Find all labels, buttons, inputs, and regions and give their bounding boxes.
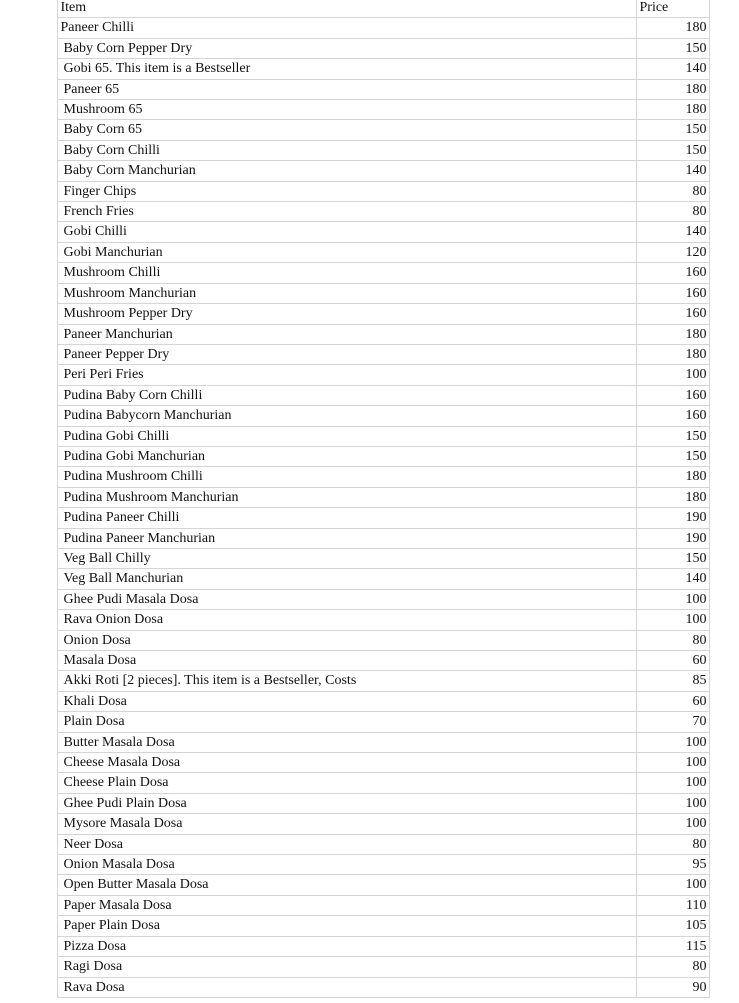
price-cell: 80 xyxy=(636,957,709,977)
price-cell: 100 xyxy=(636,732,709,752)
table-row xyxy=(0,283,739,303)
table-row xyxy=(0,38,739,58)
table-row xyxy=(0,548,739,568)
price-cell: 100 xyxy=(636,814,709,834)
table-row xyxy=(0,753,739,773)
table-row xyxy=(0,528,739,548)
table-row xyxy=(0,467,739,487)
price-cell: 160 xyxy=(636,406,709,426)
price-cell: 160 xyxy=(636,385,709,405)
item-cell: Paper Plain Dosa xyxy=(57,916,636,936)
price-cell: 150 xyxy=(636,140,709,160)
price-cell: 100 xyxy=(636,589,709,609)
table-row xyxy=(0,18,739,38)
table-row xyxy=(0,569,739,589)
price-cell: 140 xyxy=(636,59,709,79)
header-item: Item xyxy=(57,0,636,18)
table-row xyxy=(0,161,739,181)
price-cell: 100 xyxy=(636,773,709,793)
item-cell: Plain Dosa xyxy=(57,712,636,732)
header-row xyxy=(0,0,739,18)
item-cell: Veg Ball Chilly xyxy=(57,548,636,568)
item-cell: Mysore Masala Dosa xyxy=(57,814,636,834)
price-cell: 180 xyxy=(636,18,709,38)
table-row xyxy=(0,671,739,691)
item-cell: Mushroom Chilli xyxy=(57,263,636,283)
price-cell: 160 xyxy=(636,263,709,283)
item-cell: Pudina Paneer Manchurian xyxy=(57,528,636,548)
item-cell: Paneer Pepper Dry xyxy=(57,344,636,364)
table-row xyxy=(0,630,739,650)
item-cell: Baby Corn Chilli xyxy=(57,140,636,160)
price-cell: 100 xyxy=(636,753,709,773)
item-cell: Akki Roti [2 pieces]. This item is a Bestseller, Costs xyxy=(57,671,636,691)
price-cell: 70 xyxy=(636,712,709,732)
price-cell: 180 xyxy=(636,344,709,364)
item-cell: Rava Dosa xyxy=(57,977,636,997)
item-cell: Pudina Babycorn Manchurian xyxy=(57,406,636,426)
table-row xyxy=(0,59,739,79)
table-row xyxy=(0,773,739,793)
table-row xyxy=(0,324,739,344)
item-cell: Pudina Gobi Manchurian xyxy=(57,446,636,466)
item-cell: Pudina Paneer Chilli xyxy=(57,508,636,528)
price-cell: 120 xyxy=(636,242,709,262)
table-row xyxy=(0,120,739,140)
item-cell: Pizza Dosa xyxy=(57,936,636,956)
item-cell: Paneer Chilli xyxy=(57,18,636,38)
table-row xyxy=(0,426,739,446)
price-cell: 150 xyxy=(636,446,709,466)
price-cell: 180 xyxy=(636,100,709,120)
table-row xyxy=(0,589,739,609)
price-cell: 140 xyxy=(636,569,709,589)
item-cell: Open Butter Masala Dosa xyxy=(57,875,636,895)
item-cell: Ghee Pudi Masala Dosa xyxy=(57,589,636,609)
item-cell: Masala Dosa xyxy=(57,651,636,671)
price-cell: 95 xyxy=(636,855,709,875)
table-row xyxy=(0,222,739,242)
item-cell: Gobi Manchurian xyxy=(57,242,636,262)
table-row xyxy=(0,916,739,936)
table-row xyxy=(0,446,739,466)
price-cell: 190 xyxy=(636,508,709,528)
table-row xyxy=(0,344,739,364)
price-cell: 115 xyxy=(636,936,709,956)
table-row xyxy=(0,508,739,528)
item-cell: Mushroom Pepper Dry xyxy=(57,304,636,324)
table-row xyxy=(0,977,739,997)
price-cell: 110 xyxy=(636,895,709,915)
item-cell: Mushroom Manchurian xyxy=(57,283,636,303)
table-row xyxy=(0,263,739,283)
item-cell: Mushroom 65 xyxy=(57,100,636,120)
item-cell: Paneer Manchurian xyxy=(57,324,636,344)
item-cell: Neer Dosa xyxy=(57,834,636,854)
price-cell: 90 xyxy=(636,977,709,997)
price-cell: 80 xyxy=(636,181,709,201)
item-cell: Paneer 65 xyxy=(57,79,636,99)
price-cell: 100 xyxy=(636,610,709,630)
table-row xyxy=(0,651,739,671)
price-cell: 150 xyxy=(636,120,709,140)
price-cell: 100 xyxy=(636,365,709,385)
table-row xyxy=(0,487,739,507)
table-row xyxy=(0,181,739,201)
price-cell: 160 xyxy=(636,304,709,324)
price-cell: 60 xyxy=(636,691,709,711)
table-row xyxy=(0,814,739,834)
item-cell: Pudina Gobi Chilli xyxy=(57,426,636,446)
item-cell: Khali Dosa xyxy=(57,691,636,711)
price-cell: 60 xyxy=(636,651,709,671)
price-cell: 105 xyxy=(636,916,709,936)
item-cell: Rava Onion Dosa xyxy=(57,610,636,630)
item-cell: Onion Dosa xyxy=(57,630,636,650)
item-cell: French Fries xyxy=(57,202,636,222)
table-row xyxy=(0,793,739,813)
item-cell: Baby Corn Pepper Dry xyxy=(57,38,636,58)
item-cell: Pudina Baby Corn Chilli xyxy=(57,385,636,405)
table-row xyxy=(0,140,739,160)
item-cell: Onion Masala Dosa xyxy=(57,855,636,875)
table-row xyxy=(0,834,739,854)
table-row xyxy=(0,79,739,99)
table-row xyxy=(0,385,739,405)
price-cell: 150 xyxy=(636,548,709,568)
item-cell: Peri Peri Fries xyxy=(57,365,636,385)
price-cell: 190 xyxy=(636,528,709,548)
item-cell: Butter Masala Dosa xyxy=(57,732,636,752)
table-row xyxy=(0,304,739,324)
item-cell: Cheese Masala Dosa xyxy=(57,753,636,773)
price-cell: 80 xyxy=(636,834,709,854)
price-cell: 100 xyxy=(636,875,709,895)
header-price: Price xyxy=(636,0,709,18)
table-row xyxy=(0,957,739,977)
price-cell: 80 xyxy=(636,202,709,222)
table-row xyxy=(0,691,739,711)
price-cell: 180 xyxy=(636,324,709,344)
price-cell: 85 xyxy=(636,671,709,691)
item-cell: Ghee Pudi Plain Dosa xyxy=(57,793,636,813)
table-row xyxy=(0,712,739,732)
table-row xyxy=(0,936,739,956)
price-cell: 180 xyxy=(636,467,709,487)
table-row xyxy=(0,202,739,222)
price-cell: 140 xyxy=(636,222,709,242)
table-row xyxy=(0,406,739,426)
item-cell: Pudina Mushroom Manchurian xyxy=(57,487,636,507)
table-row xyxy=(0,610,739,630)
item-cell: Gobi Chilli xyxy=(57,222,636,242)
table-row xyxy=(0,732,739,752)
item-cell: Gobi 65. This item is a Bestseller xyxy=(57,59,636,79)
price-cell: 100 xyxy=(636,793,709,813)
item-cell: Baby Corn Manchurian xyxy=(57,161,636,181)
table-row xyxy=(0,895,739,915)
table-row xyxy=(0,242,739,262)
table-row xyxy=(0,365,739,385)
table-row xyxy=(0,875,739,895)
price-cell: 140 xyxy=(636,161,709,181)
table-row xyxy=(0,100,739,120)
item-cell: Veg Ball Manchurian xyxy=(57,569,636,589)
price-cell: 150 xyxy=(636,38,709,58)
price-cell: 180 xyxy=(636,79,709,99)
table-row xyxy=(0,855,739,875)
item-cell: Pudina Mushroom Chilli xyxy=(57,467,636,487)
item-cell: Baby Corn 65 xyxy=(57,120,636,140)
price-cell: 80 xyxy=(636,630,709,650)
item-cell: Cheese Plain Dosa xyxy=(57,773,636,793)
price-cell: 180 xyxy=(636,487,709,507)
price-cell: 150 xyxy=(636,426,709,446)
item-cell: Finger Chips xyxy=(57,181,636,201)
item-cell: Ragi Dosa xyxy=(57,957,636,977)
item-cell: Paper Masala Dosa xyxy=(57,895,636,915)
price-cell: 160 xyxy=(636,283,709,303)
